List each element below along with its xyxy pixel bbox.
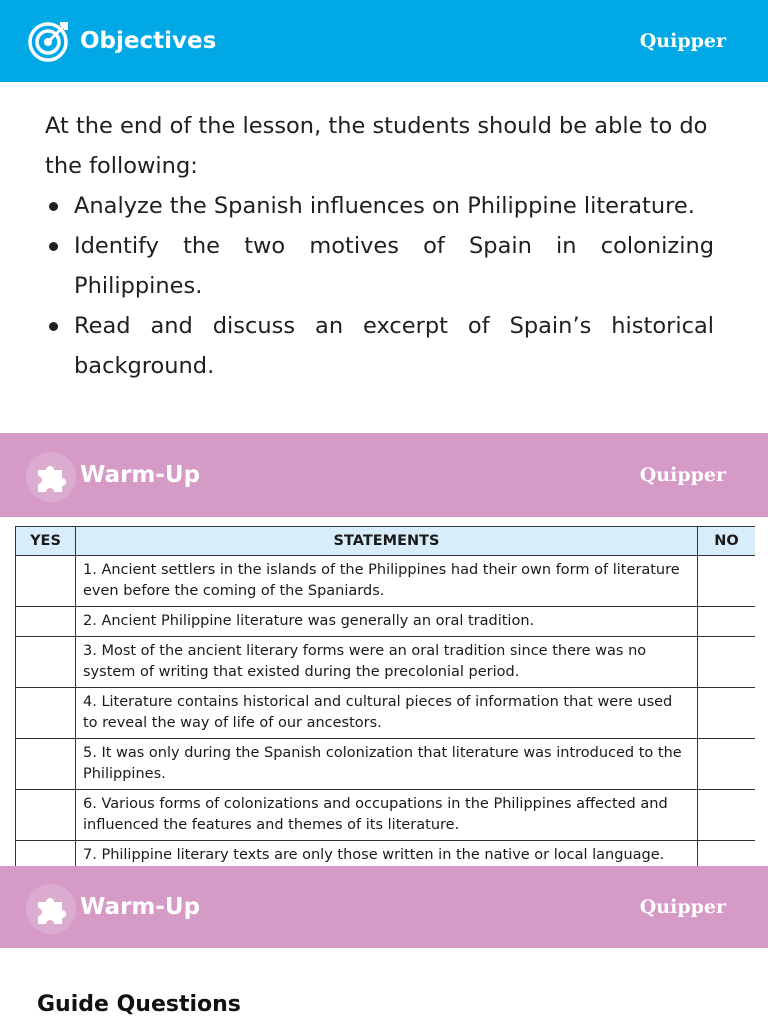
section-title: Warm-Up: [80, 894, 201, 920]
target-icon: [26, 18, 72, 64]
no-cell[interactable]: [698, 841, 756, 867]
guide-questions-heading: Guide Questions: [37, 992, 241, 1017]
brand-logo: Quipper: [639, 464, 726, 486]
no-column-header: NO: [698, 527, 756, 556]
no-cell[interactable]: [698, 607, 756, 637]
warmup-header-2: [0, 866, 768, 948]
yes-cell[interactable]: [16, 637, 76, 688]
no-cell[interactable]: [698, 637, 756, 688]
table-row: [16, 688, 756, 739]
table-row: [16, 637, 756, 688]
no-cell[interactable]: [698, 688, 756, 739]
yes-cell[interactable]: [16, 841, 76, 867]
statement-cell: 5. It was only during the Spanish colonization that literature was introduced to the Philippines.: [76, 739, 698, 790]
section-title: Objectives: [80, 28, 217, 54]
yes-cell[interactable]: [16, 739, 76, 790]
yes-cell[interactable]: [16, 790, 76, 841]
no-cell[interactable]: [698, 739, 756, 790]
statement-cell: 4. Literature contains historical and cultural pieces of information that were used to reveal the way of life of our ancestors.: [76, 688, 698, 739]
puzzle-icon: [26, 452, 72, 498]
yes-cell[interactable]: [16, 607, 76, 637]
statements-table-wrap: [15, 526, 755, 866]
puzzle-icon: [26, 884, 72, 930]
table-row: [16, 607, 756, 637]
section-title: Warm-Up: [80, 462, 201, 488]
statements-column-header: STATEMENTS: [76, 527, 698, 556]
no-cell[interactable]: [698, 790, 756, 841]
table-header-row: [16, 527, 756, 556]
table-row: [16, 790, 756, 841]
table-row: [16, 556, 756, 607]
objectives-list: [45, 186, 714, 386]
statement-cell: 7. Philippine literary texts are only those written in the native or local language.: [76, 841, 698, 867]
statement-cell: 6. Various forms of colonizations and occupations in the Philippines affected and influenced the features and themes of its literature.: [76, 790, 698, 841]
objectives-intro: At the end of the lesson, the students should be able to do the following:: [45, 113, 708, 179]
objective-item: Identify the two motives of Spain in colonizing Philippines.: [45, 226, 714, 306]
no-cell[interactable]: [698, 556, 756, 607]
objective-item: Analyze the Spanish influences on Philippine literature.: [45, 186, 714, 226]
warmup-header: [0, 433, 768, 517]
statement-cell: 3. Most of the ancient literary forms were an oral tradition since there was no system of writing that existed during the precolonial period.: [76, 637, 698, 688]
objectives-content: [45, 106, 714, 386]
brand-logo: Quipper: [639, 896, 726, 918]
statement-cell: 2. Ancient Philippine literature was generally an oral tradition.: [76, 607, 698, 637]
table-row: [16, 739, 756, 790]
statement-cell: 1. Ancient settlers in the islands of the Philippines had their own form of literature even before the coming of the Spaniards.: [76, 556, 698, 607]
yes-column-header: YES: [16, 527, 76, 556]
yes-cell[interactable]: [16, 688, 76, 739]
objectives-header: [0, 0, 768, 82]
brand-logo: Quipper: [639, 30, 726, 52]
statements-table: [15, 526, 755, 866]
table-row: [16, 841, 756, 867]
yes-cell[interactable]: [16, 556, 76, 607]
objective-item: Read and discuss an excerpt of Spain’s historical background.: [45, 306, 714, 386]
